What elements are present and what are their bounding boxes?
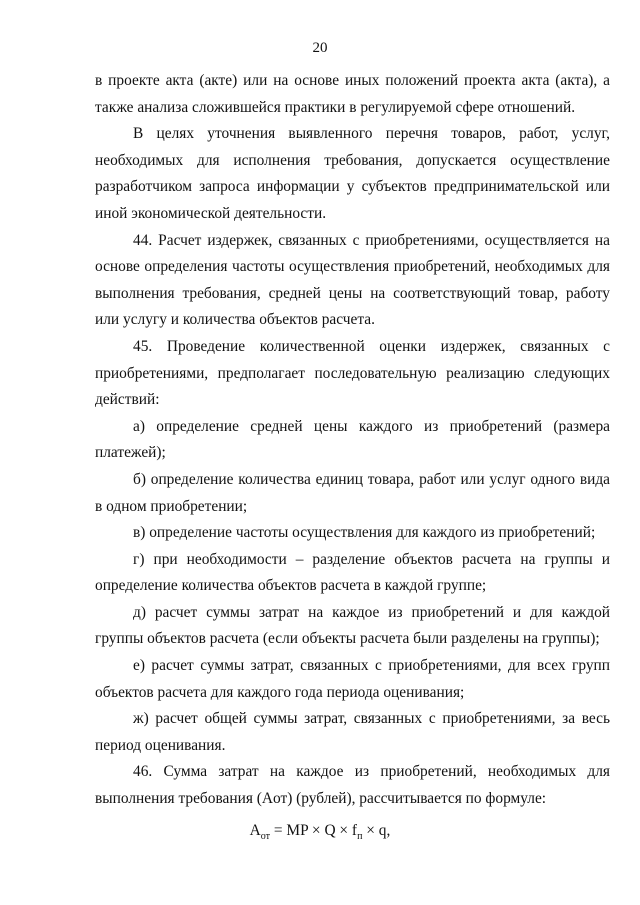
list-item-g: г) при необходимости – разделение объектов расчета на группы и определение количества объектов расчета в каждой группе; <box>95 550 610 595</box>
page-number: 20 <box>312 40 328 56</box>
paragraph: В целях уточнения выявленного перечня товаров, работ, услуг, необходимых для исполнения требования, допускается осуществление разработчиком запроса информации у субъектов предпринимательской или иной экономической деятельности. <box>95 125 610 222</box>
formula-lhs: A <box>249 822 261 839</box>
list-item-e: е) расчет суммы затрат, связанных с приобретениями, для всех групп объектов расчета для каждого года периода оценивания; <box>95 657 610 701</box>
list-item-b: б) определение количества единиц товара, работ или услуг одного вида в одном приобретении; <box>95 470 610 515</box>
list-item-a: а) определение средней цены каждого из приобретений (размера платежей); <box>95 417 610 462</box>
paragraph-45: 45. Проведение количественной оценки издержек, связанных с приобретениями, предполагает последовательную реализацию следующих действий: <box>95 337 610 409</box>
paragraph-46: 46. Сумма затрат на каждое из приобретений, необходимых для выполнения требования (Aот) (рублей), рассчитывается по формуле: <box>95 763 610 808</box>
formula-lhs-subscript: от <box>260 831 271 843</box>
formula <box>0 822 640 842</box>
formula-rhs-part1: = MP × Q × f <box>270 822 358 839</box>
body-text <box>95 68 610 813</box>
list-item-v: в) определение частоты осуществления для каждого из приобретений; <box>133 524 596 542</box>
list-item-d: д) расчет суммы затрат на каждое из приобретений и для каждой группы объектов расчета (если объекты расчета были разделены на группы); <box>95 603 610 648</box>
list-item-zh: ж) расчет общей суммы затрат, связанных с приобретениями, за весь период оценивания. <box>95 710 610 754</box>
formula-rhs-subscript: п <box>357 831 363 843</box>
formula-rhs-part2: × q, <box>362 822 391 839</box>
paragraph-44: 44. Расчет издержек, связанных с приобретениями, осуществляется на основе определения частоты осуществления приобретений, необходимых для выполнения требования, средней цены на соответствующий товар, работу или услугу и количества объектов расчета. <box>95 231 610 329</box>
paragraph: в проекте акта (акте) или на основе иных положений проекта акта (акта), а также анализа сложившейся практики в регулируемой сфере отношений. <box>95 72 610 116</box>
